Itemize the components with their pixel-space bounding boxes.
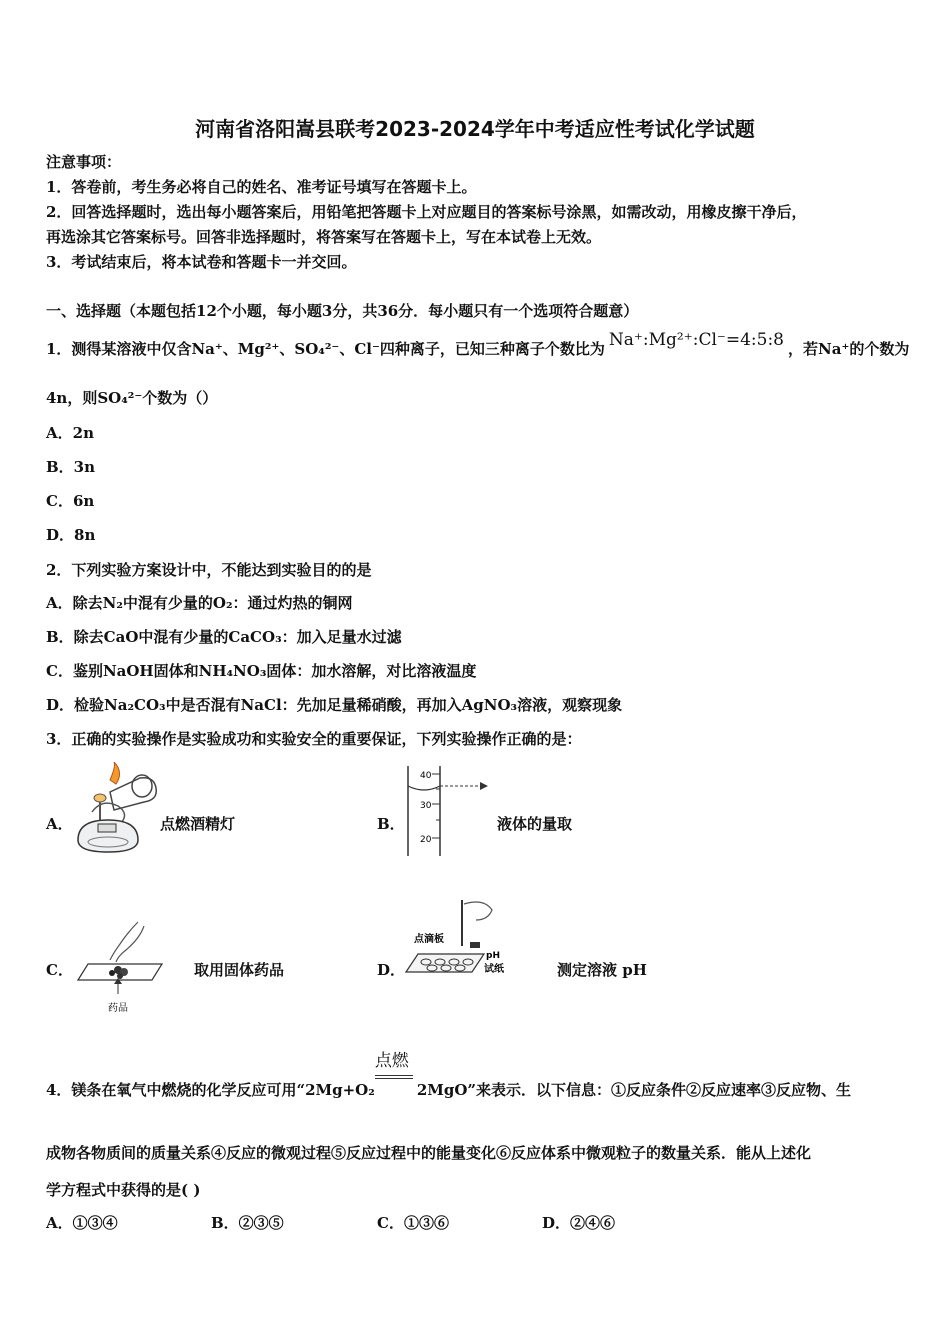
solid-reagent-figure bbox=[74, 916, 166, 1016]
q4-option: A．①③④ bbox=[46, 1214, 118, 1232]
q4-stem bbox=[46, 1051, 852, 1101]
cylinder-label-20: 20 bbox=[420, 835, 432, 845]
q4-option: D．②④⑥ bbox=[542, 1214, 616, 1232]
q1-option: A．2n bbox=[46, 424, 94, 442]
q3-option-a-letter: A． bbox=[46, 815, 73, 833]
drug-label: 药品 bbox=[108, 1003, 128, 1014]
section-heading: 一、选择题（本题包括12个小题，每小题3分，共36分．每小题只有一个选项符合题意） bbox=[46, 302, 639, 320]
page-title: 河南省洛阳嵩县联考2023-2024学年中考适应性考试化学试题 bbox=[195, 117, 755, 141]
q1-text-1: 1．测得某溶液中仅含 bbox=[46, 340, 192, 358]
notice-item: 3．考试结束后，将本试卷和答题卡一并交回。 bbox=[46, 253, 357, 271]
notice-heading: 注意事项： bbox=[46, 153, 122, 171]
q2-stem: 2．下列实验方案设计中，不能达到实验目的的是 bbox=[46, 561, 372, 579]
q3-stem: 3．正确的实验操作是实验成功和实验安全的重要保证，下列实验操作正确的是： bbox=[46, 730, 582, 748]
cylinder-label-40: 40 bbox=[420, 771, 432, 781]
cylinder-label-30: 30 bbox=[420, 801, 432, 811]
q4-option: C．①③⑥ bbox=[377, 1214, 449, 1232]
q1-text-2: 四种离子，已知三种离子个数比为 bbox=[379, 340, 605, 358]
alcohol-lamp-figure bbox=[70, 762, 160, 860]
q3-option-d-text: 测定溶液 pH bbox=[557, 961, 647, 979]
ph-label: pH bbox=[486, 951, 500, 961]
q3-option-c-text: 取用固体药品 bbox=[194, 961, 285, 979]
q3-option-d-letter: D． bbox=[377, 961, 406, 979]
q1-stem bbox=[46, 330, 910, 359]
ph-test-figure bbox=[404, 896, 520, 982]
q4-stem-line2: 成物各物质间的质量关系④反应的微观过程⑤反应过程中的能量变化⑥反应体系中微观粒子的数量关系．能从上述化 bbox=[46, 1144, 812, 1162]
notice-item: 1．答卷前，考生务必将自己的姓名、准考证号填写在答题卡上。 bbox=[46, 178, 477, 196]
q1-stem-line2: 4n，则SO₄²⁻个数为（） bbox=[46, 389, 218, 407]
q1-option: D．8n bbox=[46, 526, 96, 544]
paper-label: 试纸 bbox=[484, 964, 504, 975]
q1-ions: Na⁺、Mg²⁺、SO₄²⁻、Cl⁻ bbox=[191, 340, 380, 358]
plate-label: 点滴板 bbox=[414, 934, 444, 945]
notice-item: 再选涂其它答案标号。回答非选择题时，将答案写在答题卡上，写在本试卷上无效。 bbox=[46, 228, 602, 246]
q4-option: B．②③⑤ bbox=[211, 1214, 284, 1232]
reaction-condition bbox=[374, 1051, 417, 1101]
q1-option: B．3n bbox=[46, 458, 96, 476]
q3-option-b-letter: B． bbox=[377, 815, 405, 833]
graduated-cylinder-figure bbox=[400, 762, 500, 860]
q4-text-1: 4．镁条在氧气中燃烧的化学反应可用“2Mg+O₂ bbox=[46, 1081, 375, 1099]
q1-ratio: Na⁺:Mg²⁺:Cl⁻=4:5:8 bbox=[608, 330, 785, 350]
q4-text-2: 2MgO”来表示．以下信息：①反应条件②反应速率③反应物、生 bbox=[416, 1081, 852, 1099]
q2-option: D．检验Na₂CO₃中是否混有NaCl：先加足量稀硝酸，再加入AgNO₃溶液，观察现象 bbox=[46, 696, 623, 714]
q2-option: C．鉴别NaOH固体和NH₄NO₃固体：加水溶解，对比溶液温度 bbox=[46, 662, 477, 680]
q3-option-b-text: 液体的量取 bbox=[497, 815, 573, 833]
notice-item: 2．回答选择题时，选出每小题答案后，用铅笔把答题卡上对应题目的答案标号涂黑，如需改动，用橡皮擦干净后， bbox=[46, 203, 807, 221]
q4-stem-line3: 学方程式中获得的是( ) bbox=[46, 1181, 201, 1199]
q3-option-c-letter: C． bbox=[46, 961, 73, 979]
q2-option: B．除去CaO中混有少量的CaCO₃：加入足量水过滤 bbox=[46, 628, 402, 646]
reaction-condition-label: 点燃 bbox=[374, 1051, 409, 1071]
q3-option-a-text: 点燃酒精灯 bbox=[160, 815, 236, 833]
q2-option: A．除去N₂中混有少量的O₂：通过灼热的铜网 bbox=[46, 594, 353, 612]
q1-text-3: ，若Na⁺的个数为 bbox=[788, 340, 910, 358]
q1-option: C．6n bbox=[46, 492, 95, 510]
